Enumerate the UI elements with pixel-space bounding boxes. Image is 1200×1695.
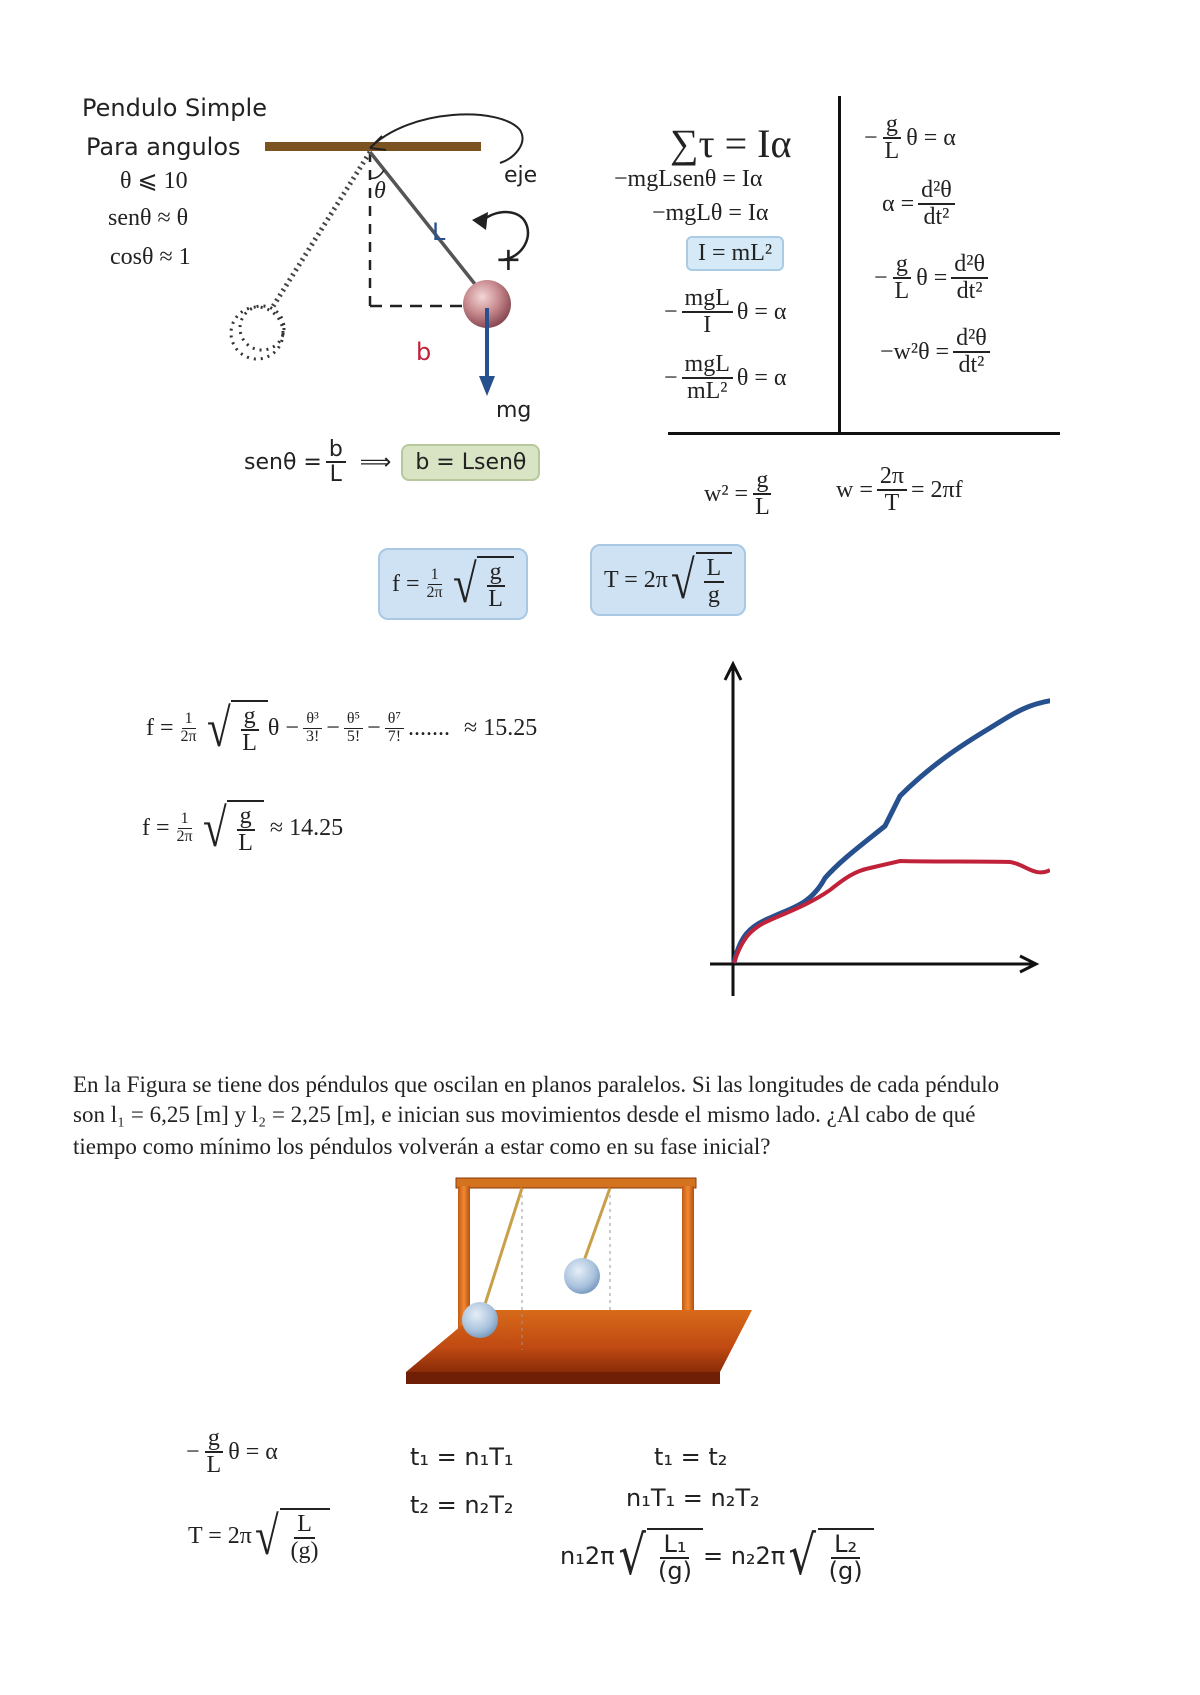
sol-t1: t₁ = n₁T₁ [410, 1443, 514, 1471]
dotted-string [272, 152, 370, 308]
t3-num: θ³ [303, 711, 321, 729]
condition-sin: senθ ≈ θ [108, 205, 189, 231]
s2-lhs: f = [142, 814, 170, 841]
T-sden: g [707, 582, 720, 609]
period-box: T = 2π √ $\frac{L}{g}$ [590, 544, 746, 616]
s2-sden: L [238, 830, 253, 857]
r4-num: d²θ [953, 326, 990, 353]
f-cnum: 1 [428, 567, 442, 585]
t5-den: 5! [346, 727, 361, 745]
r3-rnum: d²θ [951, 252, 988, 279]
sen-frac-num: b [326, 438, 346, 463]
implies-arrow: ⟹ [359, 449, 392, 475]
r3-rden: dt² [956, 278, 983, 305]
deriv5-rest: θ = α [736, 298, 787, 325]
s1-terms: θ − [267, 714, 299, 741]
w-rest: = 2πf [911, 476, 963, 503]
sigma-line: ∑τ = Iα [670, 121, 792, 166]
simple-result: ≈ 14.25 [269, 814, 344, 841]
deriv-boxed: I = mL² [686, 236, 784, 271]
deriv6-rest: θ = α [736, 364, 787, 391]
diagram-title: Pendulo Simple [82, 94, 267, 122]
sen-lhs: senθ = [244, 449, 322, 475]
s1-cden: 2π [180, 727, 197, 745]
s2-snum: g [237, 804, 255, 831]
r2-num: d²θ [918, 178, 955, 205]
pendulum-string [370, 152, 482, 293]
problem-line1: En la Figura se tiene dos péndulos que oscilan en planos paralelos. Si las longitudes de cada péndulo [73, 1072, 1000, 1097]
r1-den: L [884, 138, 900, 165]
b-label: b [416, 338, 432, 366]
series-result: ≈ 15.25 [464, 714, 538, 741]
s1-cnum: 1 [182, 711, 196, 729]
deriv5-den: I [703, 312, 712, 339]
s1-snum: g [241, 704, 259, 731]
c3-sden: (g) [657, 1557, 692, 1586]
c3-mid: = n₂2π [702, 1542, 786, 1571]
r2-lhs: α = [882, 190, 915, 217]
problem-line2: son l₁ = 6,25 [m] y l₂ = 2,25 [m], e inician sus movimientos desde el mismo lado. ¿Al cabo de qué [73, 1102, 976, 1127]
w-lhs: w = [836, 476, 873, 503]
T-snum: L [704, 556, 725, 583]
base-plate [406, 1310, 752, 1372]
sen-frac-den: L [329, 462, 342, 488]
vertical-divider [838, 96, 841, 434]
t7-num: θ⁷ [385, 711, 404, 729]
sol-eq2: T = 2π √ $\frac{L}{(g)}$ [188, 1508, 330, 1564]
w-num: 2π [877, 464, 907, 491]
w2-den: L [755, 494, 770, 521]
deriv-line6: − $\frac{\text{mgL}}{\text{mL²}}$ θ = α [664, 351, 787, 405]
long-pendulum-ball [462, 1302, 498, 1338]
t3-den: 3! [305, 727, 320, 745]
w2-num: g [753, 468, 771, 495]
c3-lhs: n₁2π [560, 1542, 615, 1571]
sol-equal-periods: n₁T₁ = n₂T₂ [626, 1484, 760, 1512]
deriv-line1 [670, 121, 792, 166]
r3-den: L [894, 278, 910, 305]
right-eq3: − $\frac{g}{L}$ θ = $\frac{\text{d²θ}}{\text{dt²}}$ [874, 252, 992, 304]
deriv-line5: − $\frac{\text{mgL}}{I}$ θ = α [664, 285, 787, 339]
f-snum: g [487, 560, 505, 587]
a1-num: g [205, 1426, 223, 1453]
deriv6-den: mL² [686, 378, 728, 405]
s2-cden: 2π [176, 827, 193, 845]
sol-final: n₁2π √ $\frac{\text{L₁}}{(g)}$ = n₂2π √ $\frac{\text{L₂}}{(g)}$ [560, 1528, 874, 1584]
c3-rsnum: L₂ [831, 1532, 860, 1559]
short-pendulum-ball [564, 1258, 600, 1294]
plus-label: + [495, 240, 522, 278]
s1-lhs: f = [146, 714, 174, 741]
t7-den: 7! [387, 727, 402, 745]
f-lhs: f = [392, 570, 420, 597]
horizontal-divider [668, 432, 1060, 435]
a2-lhs: T = 2π [188, 1522, 252, 1549]
condition-title: Para angulos [86, 133, 241, 161]
c3-snum: L₁ [660, 1532, 689, 1559]
a2-snum: L [294, 1512, 315, 1539]
deriv-line3: −mgLθ = Iα [652, 200, 769, 226]
simple-formula: f = $\frac{1}{2\pi}$ √ $\frac{g}{L}$ ≈ 14.25 [142, 798, 344, 859]
t5-num: θ⁵ [344, 711, 363, 729]
graph-blue-curve [734, 700, 1050, 963]
a2-sden: (g) [290, 1538, 319, 1565]
r4-den: dt² [958, 352, 985, 379]
right-eq4 [880, 326, 994, 378]
right-eq2 [882, 178, 959, 230]
mg-label: mg [496, 398, 532, 423]
series-dots: ....... [408, 714, 451, 741]
deriv-line2: −mgLsenθ = Iα [614, 166, 763, 192]
f-sden: L [488, 586, 503, 613]
s1-sden: L [242, 730, 257, 757]
T-lhs: T = 2π [604, 566, 668, 593]
w-den: T [884, 490, 900, 517]
frequency-box: f = $\frac{1}{2\pi}$ √ $\frac{g}{L}$ [378, 548, 528, 620]
dotted-ball [231, 307, 283, 359]
r3-num: g [893, 252, 911, 279]
sol-t2: t₂ = n₂T₂ [410, 1491, 514, 1519]
r3-mid: θ = [916, 264, 948, 291]
sen-boxed: b = Lsenθ [401, 444, 540, 481]
f-cden: 2π [426, 583, 443, 601]
series-formula: f = $\frac{1}{2\pi}$ √ $\frac{g}{L}$ θ − $\frac{\text{θ³}}{3!}$ − $\frac{\text{θ⁵}}{5!}$ − $\frac{\text{θ⁷}}{7!}$ ....... ≈ 15.25 [146, 698, 538, 759]
sol-eq1: − $\frac{g}{L}$ θ = α [186, 1425, 278, 1479]
condition-angle: θ ⩽ 10 [120, 168, 188, 194]
axis-arc [370, 114, 522, 163]
a1-den: L [206, 1452, 222, 1479]
right-eq1: − $\frac{g}{L}$ θ = α [864, 111, 956, 165]
r1-num: g [883, 112, 901, 139]
a1-rest: θ = α [228, 1438, 278, 1465]
omega-relation [836, 464, 963, 516]
r1-rest: θ = α [906, 124, 956, 151]
double-pendulum-figure [400, 1172, 760, 1408]
sol-equal-times: t₁ = t₂ [654, 1443, 728, 1471]
w2-lhs: w² = [704, 480, 749, 507]
comparison-graph [690, 656, 1050, 1006]
condition-cos: cosθ ≈ 1 [110, 244, 191, 270]
sen-relation [244, 438, 540, 486]
omega-squared [704, 468, 777, 520]
deriv5-num: mgL [682, 286, 733, 313]
long-pendulum-string [480, 1188, 522, 1320]
r2-den: dt² [923, 204, 950, 231]
s2-cnum: 1 [178, 811, 192, 829]
theta-label: θ [374, 178, 386, 204]
length-label: L [432, 218, 446, 246]
axis-label: eje [504, 163, 538, 188]
r4-lhs: −w²θ = [880, 338, 950, 365]
c3-rsden: (g) [828, 1557, 863, 1586]
deriv6-num: mgL [682, 352, 733, 379]
problem-line3: tiempo como mínimo los péndulos volverán a estar como en su fase inicial? [73, 1134, 771, 1159]
frame-top [456, 1178, 696, 1188]
